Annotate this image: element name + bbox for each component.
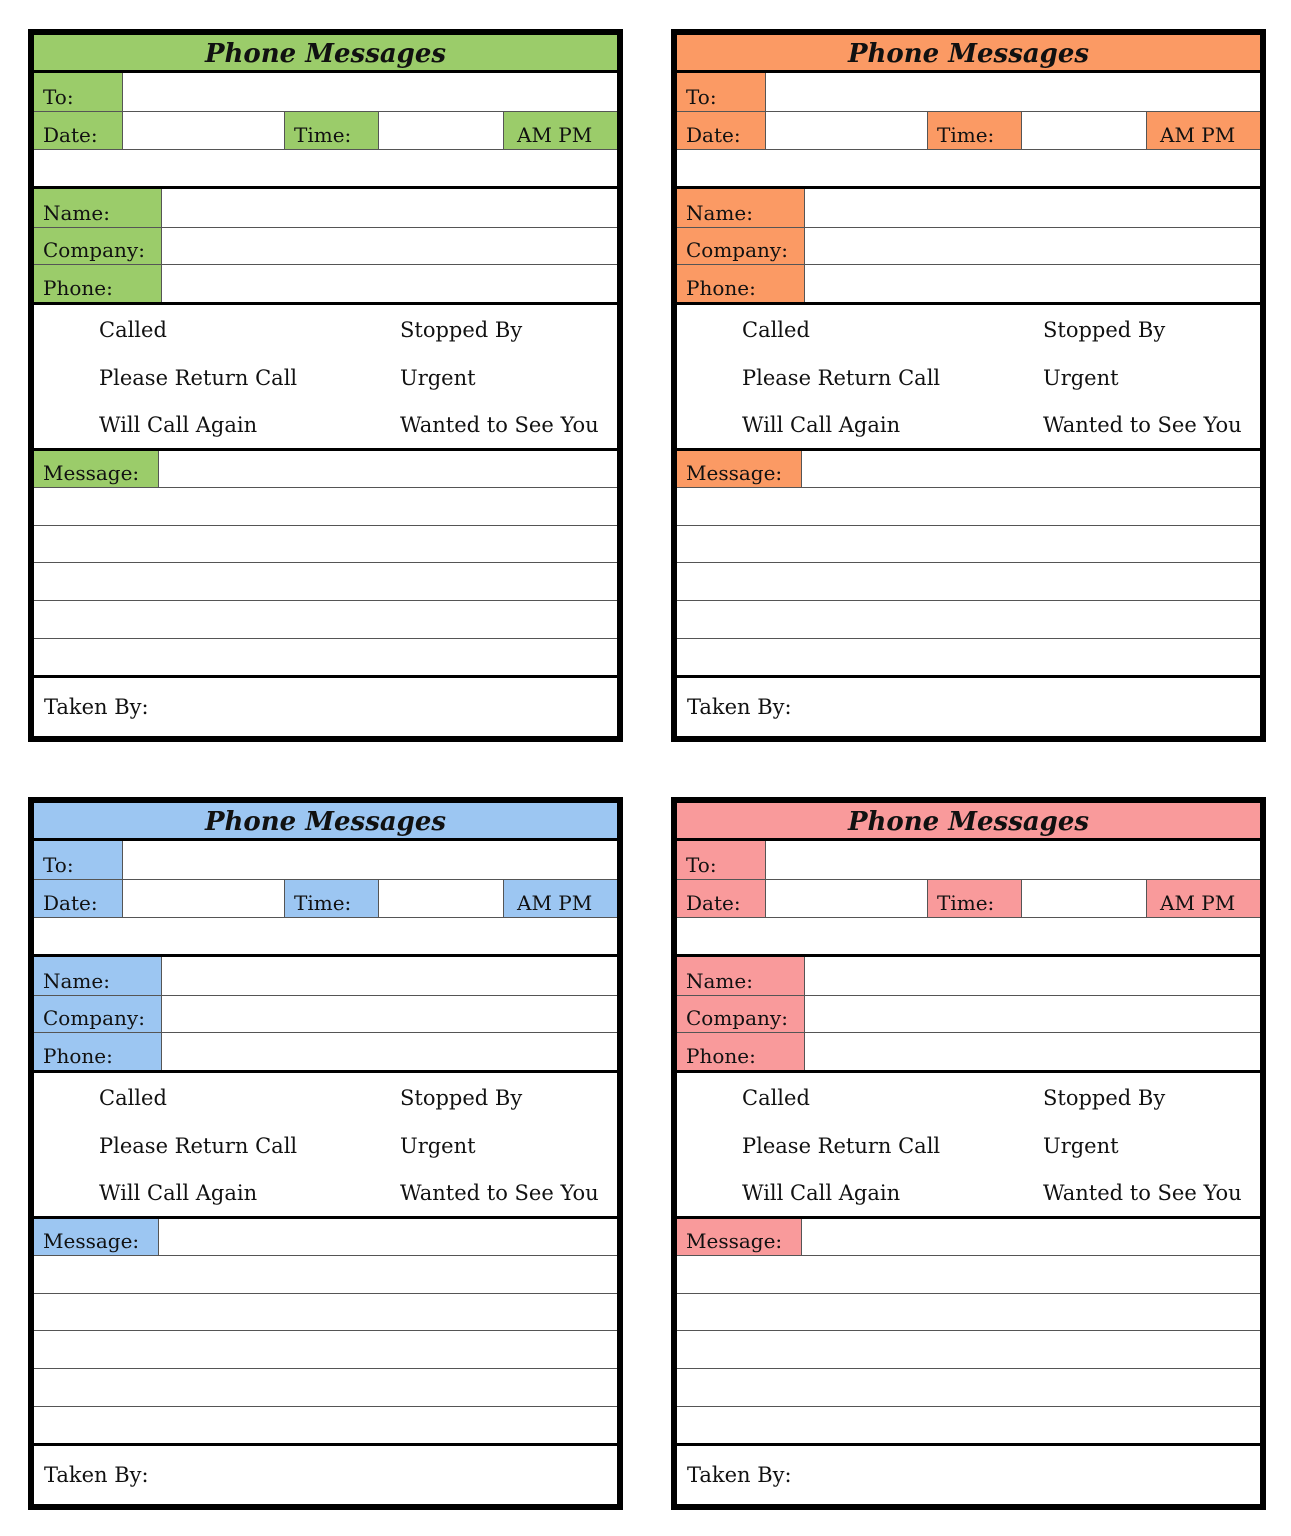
taken-by-label: Taken By: bbox=[44, 695, 149, 719]
option-please-return-call[interactable]: Please Return Call bbox=[99, 366, 298, 390]
name-field[interactable] bbox=[805, 957, 1260, 995]
date-label-cell bbox=[34, 112, 123, 149]
company-label: Company: bbox=[686, 1006, 788, 1030]
time-field[interactable] bbox=[1022, 112, 1147, 149]
to-label-cell bbox=[34, 73, 123, 111]
name-label: Name: bbox=[686, 969, 753, 993]
phone-label-cell bbox=[34, 1033, 162, 1070]
phone-field[interactable] bbox=[162, 1033, 617, 1070]
ampm-label: AM PM bbox=[517, 123, 593, 147]
card-title: Phone Messages bbox=[34, 35, 617, 73]
phone-message-card bbox=[671, 29, 1266, 742]
date-label-cell bbox=[677, 880, 766, 917]
phone-label-cell bbox=[677, 1033, 805, 1070]
option-will-call-again[interactable]: Will Call Again bbox=[742, 413, 901, 437]
ampm-cell[interactable] bbox=[1147, 112, 1260, 149]
to-label: To: bbox=[686, 853, 717, 877]
taken-by-field[interactable] bbox=[797, 680, 1257, 735]
date-field[interactable] bbox=[766, 880, 928, 917]
company-label-cell bbox=[34, 228, 162, 264]
card-title: Phone Messages bbox=[34, 803, 617, 841]
option-please-return-call[interactable]: Please Return Call bbox=[99, 1134, 298, 1158]
taken-by-field[interactable] bbox=[154, 1448, 614, 1503]
phone-field[interactable] bbox=[162, 265, 617, 302]
taken-by-label: Taken By: bbox=[687, 1463, 792, 1487]
time-label-cell bbox=[285, 112, 379, 149]
option-stopped-by[interactable]: Stopped By bbox=[1043, 1086, 1166, 1110]
name-label: Name: bbox=[686, 201, 753, 225]
message-field[interactable] bbox=[802, 1219, 1260, 1255]
phone-label-cell bbox=[34, 265, 162, 302]
option-urgent[interactable]: Urgent bbox=[1043, 366, 1119, 390]
option-will-call-again[interactable]: Will Call Again bbox=[99, 413, 258, 437]
company-field[interactable] bbox=[162, 996, 617, 1032]
phone-message-card bbox=[671, 797, 1266, 1510]
time-field[interactable] bbox=[1022, 880, 1147, 917]
message-field[interactable] bbox=[159, 451, 617, 487]
to-field[interactable] bbox=[766, 73, 1260, 111]
to-label: To: bbox=[43, 85, 74, 109]
date-field[interactable] bbox=[766, 112, 928, 149]
date-label: Date: bbox=[686, 891, 741, 915]
company-label-cell bbox=[677, 228, 805, 264]
name-label: Name: bbox=[43, 201, 110, 225]
name-label-cell bbox=[677, 957, 805, 995]
company-label: Company: bbox=[43, 238, 145, 262]
ampm-cell[interactable] bbox=[504, 880, 617, 917]
to-label-cell bbox=[677, 841, 766, 879]
message-label: Message: bbox=[686, 1229, 783, 1253]
message-label-cell bbox=[34, 1219, 159, 1255]
company-label-cell bbox=[34, 996, 162, 1032]
phone-message-card bbox=[28, 29, 623, 742]
time-label: Time: bbox=[937, 891, 995, 915]
option-stopped-by[interactable]: Stopped By bbox=[400, 1086, 523, 1110]
option-will-call-again[interactable]: Will Call Again bbox=[99, 1181, 258, 1205]
date-field[interactable] bbox=[123, 880, 285, 917]
phone-label: Phone: bbox=[686, 276, 756, 300]
date-label: Date: bbox=[43, 891, 98, 915]
message-label-cell bbox=[677, 1219, 802, 1255]
phone-field[interactable] bbox=[805, 265, 1260, 302]
phone-field[interactable] bbox=[805, 1033, 1260, 1070]
to-field[interactable] bbox=[123, 73, 617, 111]
to-field[interactable] bbox=[123, 841, 617, 879]
time-label-cell bbox=[285, 880, 379, 917]
name-label-cell bbox=[34, 957, 162, 995]
time-label-cell bbox=[928, 112, 1022, 149]
name-field[interactable] bbox=[162, 957, 617, 995]
date-label-cell bbox=[34, 880, 123, 917]
taken-by-label: Taken By: bbox=[44, 1463, 149, 1487]
option-stopped-by[interactable]: Stopped By bbox=[1043, 318, 1166, 342]
option-wanted-to-see-you[interactable]: Wanted to See You bbox=[1043, 413, 1242, 437]
company-field[interactable] bbox=[805, 228, 1260, 264]
option-wanted-to-see-you[interactable]: Wanted to See You bbox=[400, 413, 599, 437]
ampm-cell[interactable] bbox=[504, 112, 617, 149]
option-called[interactable]: Called bbox=[742, 1086, 810, 1110]
message-label: Message: bbox=[686, 461, 783, 485]
phone-label: Phone: bbox=[43, 276, 113, 300]
option-urgent[interactable]: Urgent bbox=[400, 366, 476, 390]
date-field[interactable] bbox=[123, 112, 285, 149]
date-label: Date: bbox=[43, 123, 98, 147]
card-title: Phone Messages bbox=[677, 803, 1260, 841]
option-please-return-call[interactable]: Please Return Call bbox=[742, 366, 941, 390]
time-label: Time: bbox=[937, 123, 995, 147]
message-label: Message: bbox=[43, 461, 140, 485]
taken-by-label: Taken By: bbox=[687, 695, 792, 719]
message-field[interactable] bbox=[802, 451, 1260, 487]
company-label: Company: bbox=[686, 238, 788, 262]
name-label-cell bbox=[677, 189, 805, 227]
phone-message-card bbox=[28, 797, 623, 1510]
ampm-label: AM PM bbox=[1160, 123, 1236, 147]
option-urgent[interactable]: Urgent bbox=[400, 1134, 476, 1158]
option-called[interactable]: Called bbox=[99, 318, 167, 342]
to-label-cell bbox=[677, 73, 766, 111]
time-label: Time: bbox=[294, 123, 352, 147]
time-field[interactable] bbox=[379, 880, 504, 917]
option-wanted-to-see-you[interactable]: Wanted to See You bbox=[1043, 1181, 1242, 1205]
time-field[interactable] bbox=[379, 112, 504, 149]
name-label: Name: bbox=[43, 969, 110, 993]
option-stopped-by[interactable]: Stopped By bbox=[400, 318, 523, 342]
taken-by-field[interactable] bbox=[154, 680, 614, 735]
phone-label: Phone: bbox=[686, 1044, 756, 1068]
name-field[interactable] bbox=[805, 189, 1260, 227]
to-label: To: bbox=[43, 853, 74, 877]
message-label-cell bbox=[34, 451, 159, 487]
to-field[interactable] bbox=[766, 841, 1260, 879]
taken-by-field[interactable] bbox=[797, 1448, 1257, 1503]
company-field[interactable] bbox=[162, 228, 617, 264]
time-label: Time: bbox=[294, 891, 352, 915]
message-label-cell bbox=[677, 451, 802, 487]
phone-label: Phone: bbox=[43, 1044, 113, 1068]
company-label: Company: bbox=[43, 1006, 145, 1030]
message-field[interactable] bbox=[159, 1219, 617, 1255]
option-urgent[interactable]: Urgent bbox=[1043, 1134, 1119, 1158]
name-label-cell bbox=[34, 189, 162, 227]
name-field[interactable] bbox=[162, 189, 617, 227]
company-field[interactable] bbox=[805, 996, 1260, 1032]
message-label: Message: bbox=[43, 1229, 140, 1253]
date-label-cell bbox=[677, 112, 766, 149]
option-called[interactable]: Called bbox=[99, 1086, 167, 1110]
time-label-cell bbox=[928, 880, 1022, 917]
ampm-label: AM PM bbox=[1160, 891, 1236, 915]
date-label: Date: bbox=[686, 123, 741, 147]
to-label-cell bbox=[34, 841, 123, 879]
company-label-cell bbox=[677, 996, 805, 1032]
option-called[interactable]: Called bbox=[742, 318, 810, 342]
to-label: To: bbox=[686, 85, 717, 109]
ampm-cell[interactable] bbox=[1147, 880, 1260, 917]
card-title: Phone Messages bbox=[677, 35, 1260, 73]
phone-label-cell bbox=[677, 265, 805, 302]
option-wanted-to-see-you[interactable]: Wanted to See You bbox=[400, 1181, 599, 1205]
ampm-label: AM PM bbox=[517, 891, 593, 915]
option-will-call-again[interactable]: Will Call Again bbox=[742, 1181, 901, 1205]
option-please-return-call[interactable]: Please Return Call bbox=[742, 1134, 941, 1158]
